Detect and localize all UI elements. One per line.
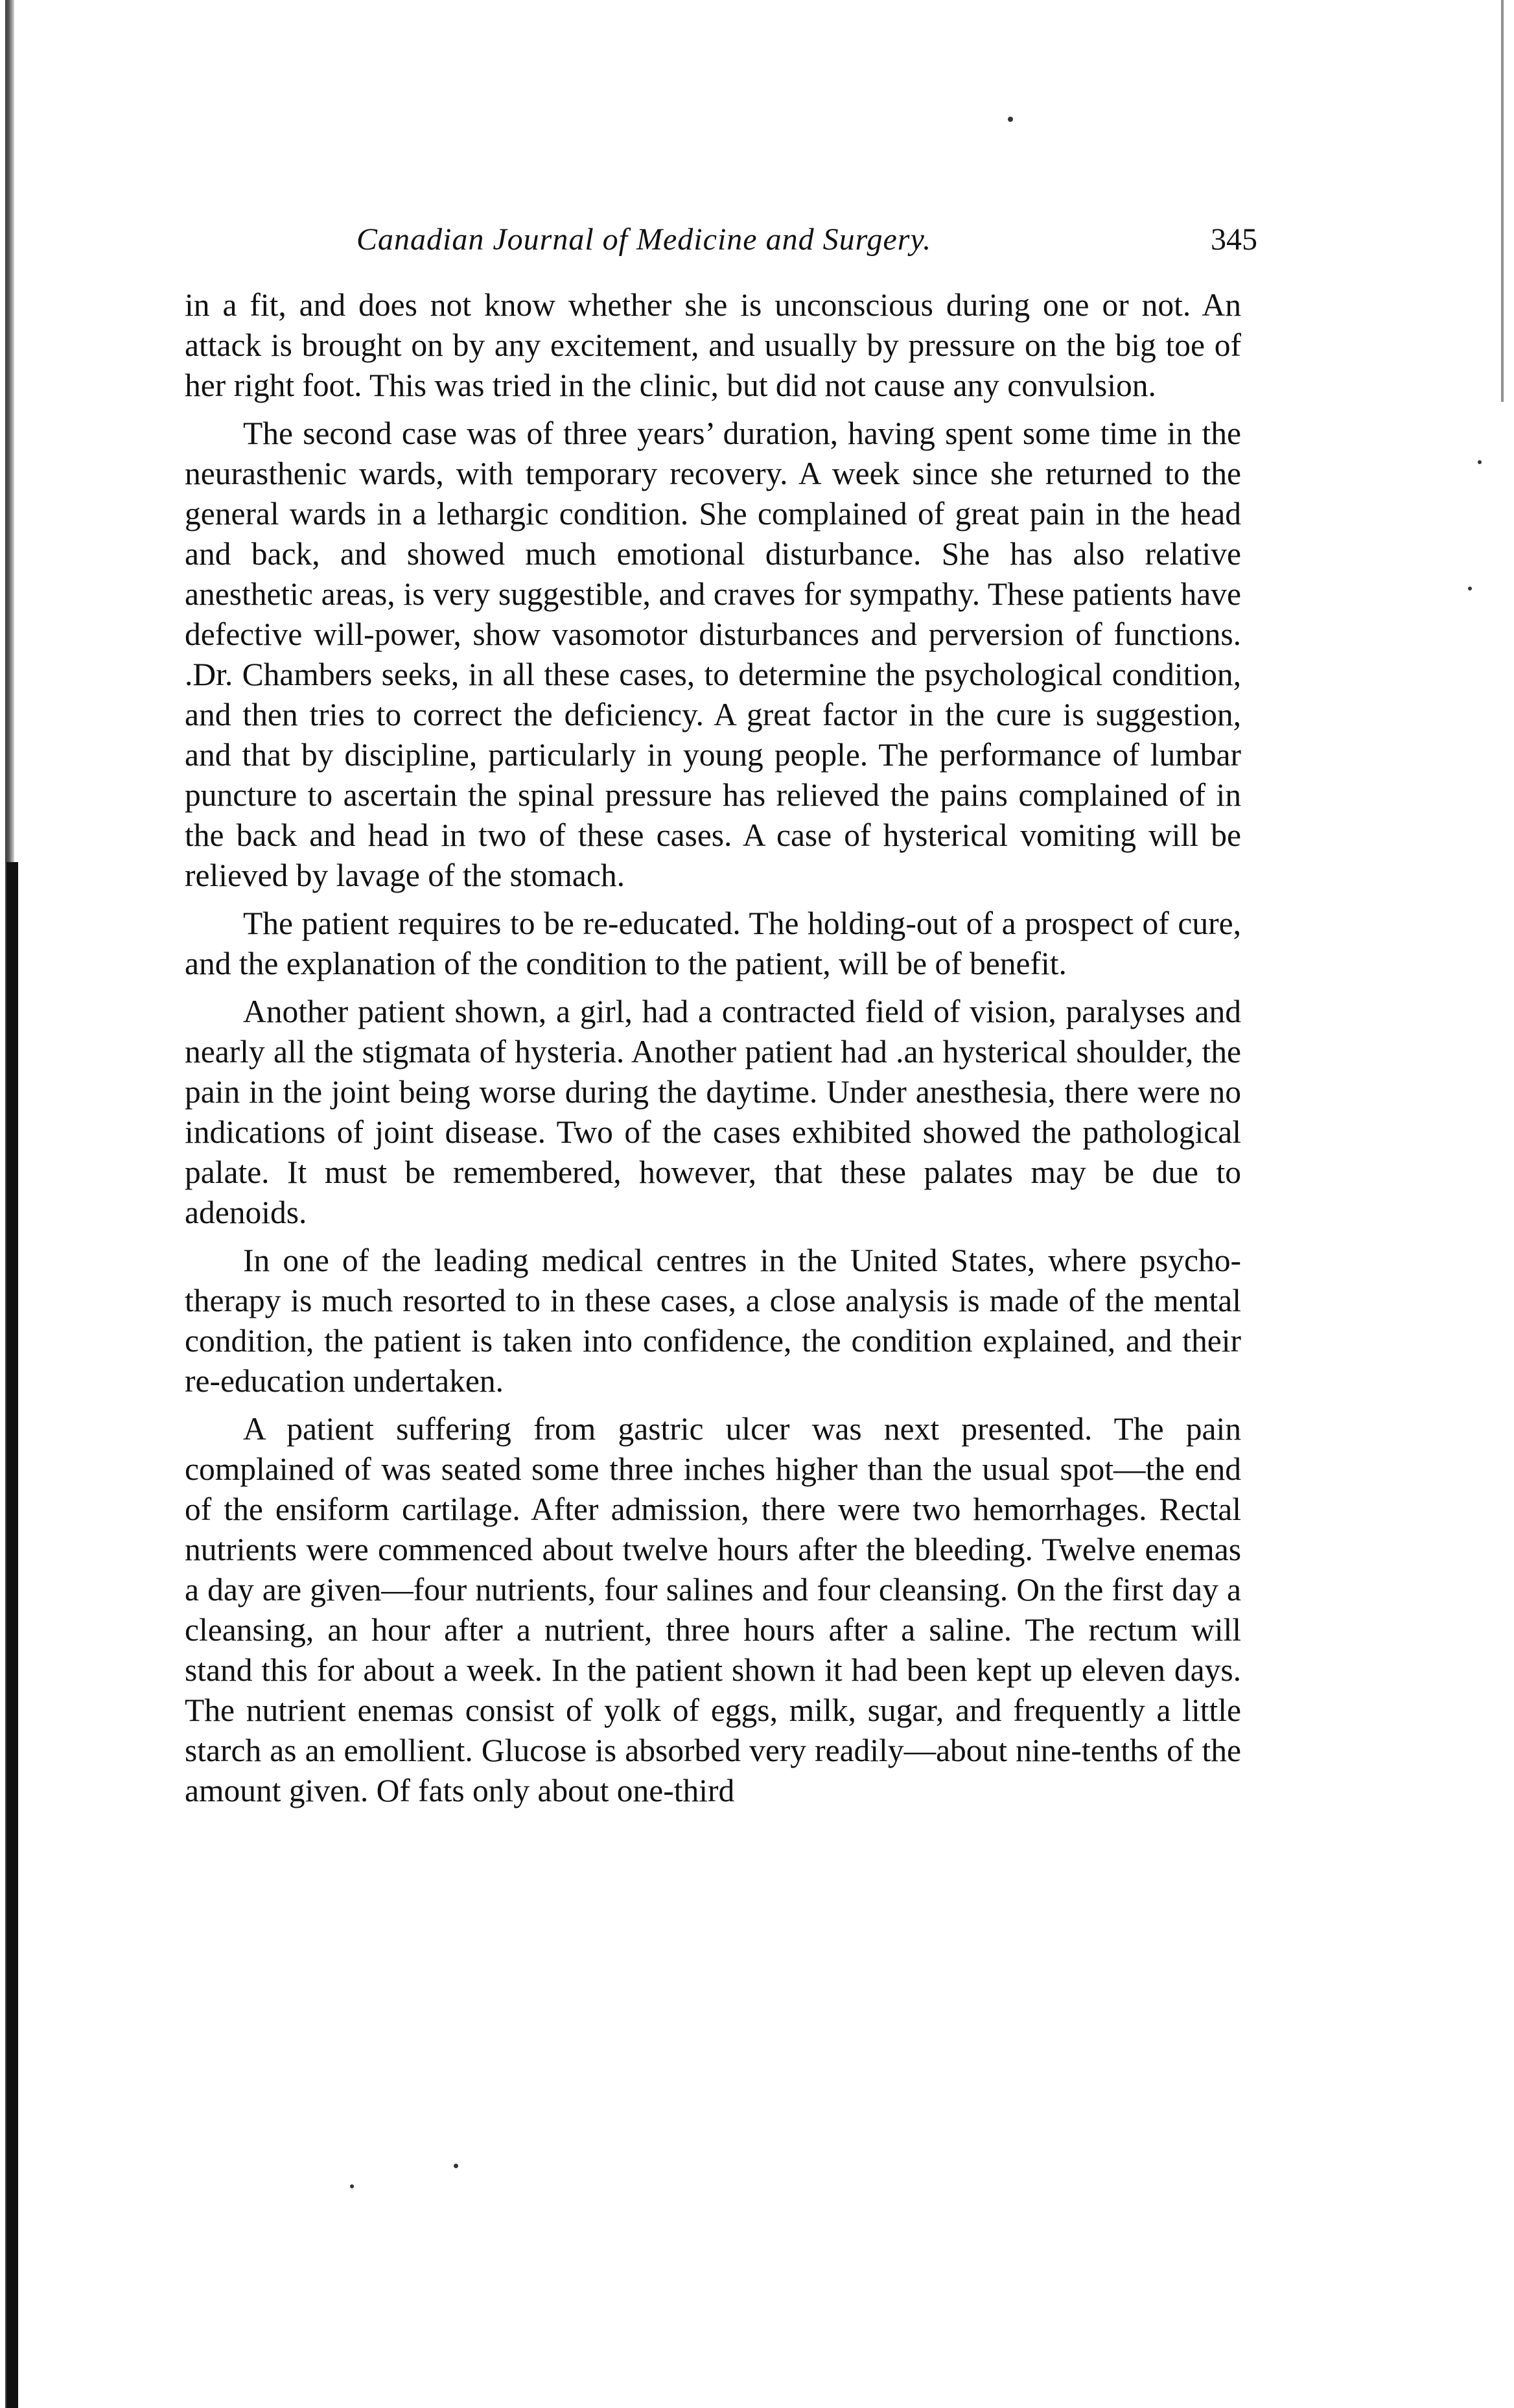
scan-speck bbox=[1478, 460, 1482, 464]
page-binding-edge bbox=[6, 862, 18, 2408]
scan-speck bbox=[1468, 587, 1472, 590]
paragraph: The second case was of three years’ duration, having spent some time in the neurasthenic wards, with temporary recovery. A week since she returned to the general wards in a lethargic condition. She complained of great pain in the head and back, and showed much emotional disturbance. She has also relative anesthetic areas, is very suggestible, and craves for sympathy. These patients have defective will-power, show vasomotor disturbances and perversion of functions. .Dr. Chambers seeks, in all these cases, to determine the psychological condition, and then tries to correct the deficiency. A great factor in the cure is suggestion, and that by discipline, particularly in young people. The performance of lumbar puncture to ascertain the spinal pressure has relieved the pains complained of in the back and head in two of these cases. A case of hysterical vomiting will be relieved by lavage of the stomach. bbox=[185, 415, 1241, 893]
paragraph: In one of the leading medical centres in the United States, where psycho-therapy is much resorted to in these cases, a close analysis is made of the mental condition, the patient is taken into confidence, the condition explained, and their re-education undertaken. bbox=[185, 1243, 1241, 1399]
scan-speck bbox=[1008, 117, 1013, 122]
page-edge-shadow-right bbox=[1501, 0, 1504, 402]
scan-speck bbox=[350, 2184, 354, 2188]
paragraph: A patient suffering from gastric ulcer was next presented. The pain complained of was seated some three inches higher than the usual spot—the end of the ensiform cartilage. After admission, there were two hemorrhages. Rectal nutrients were commenced about twelve hours after the bleeding. Twelve enemas a day are given—four nutrients, four salines and four cleansing. On the first day a cleansing, an hour after a nutrient, three hours after a saline. The rectum will stand this for about a week. In the patient shown it had been kept up eleven days. The nutrient enemas consist of yolk of eggs, milk, sugar, and frequently a little starch as an emollient. Glucose is absorbed very readily—about nine-tenths of the amount given. Of fats only about one-third bbox=[185, 1411, 1241, 1808]
page-header bbox=[188, 222, 1257, 267]
paragraph: The patient requires to be re-educated. The holding-out of a prospect of cure, and the explanation of the condition to the patient, will be of benefit. bbox=[185, 906, 1241, 981]
page-number: 345 bbox=[1211, 222, 1257, 257]
article-body bbox=[185, 285, 1241, 1811]
paragraph: in a fit, and does not know whether she is unconscious during one or not. An attack is brought on by any excitement, and usually by pressure on the big toe of her right foot. This was tried in the clinic, but did not cause any convulsion. bbox=[185, 287, 1241, 403]
running-title: Canadian Journal of Medicine and Surgery. bbox=[356, 222, 932, 257]
scan-speck bbox=[454, 2164, 458, 2168]
paragraph: Another patient shown, a girl, had a contracted field of vision, paralyses and nearly all the stigmata of hysteria. Another patient had .an hysterical shoulder, the pain in the joint being worse during the daytime. Under anesthesia, there were no indications of joint disease. Two of the cases exhibited showed the pathological palate. It must be remembered, however, that these palates may be due to adenoids. bbox=[185, 994, 1241, 1230]
